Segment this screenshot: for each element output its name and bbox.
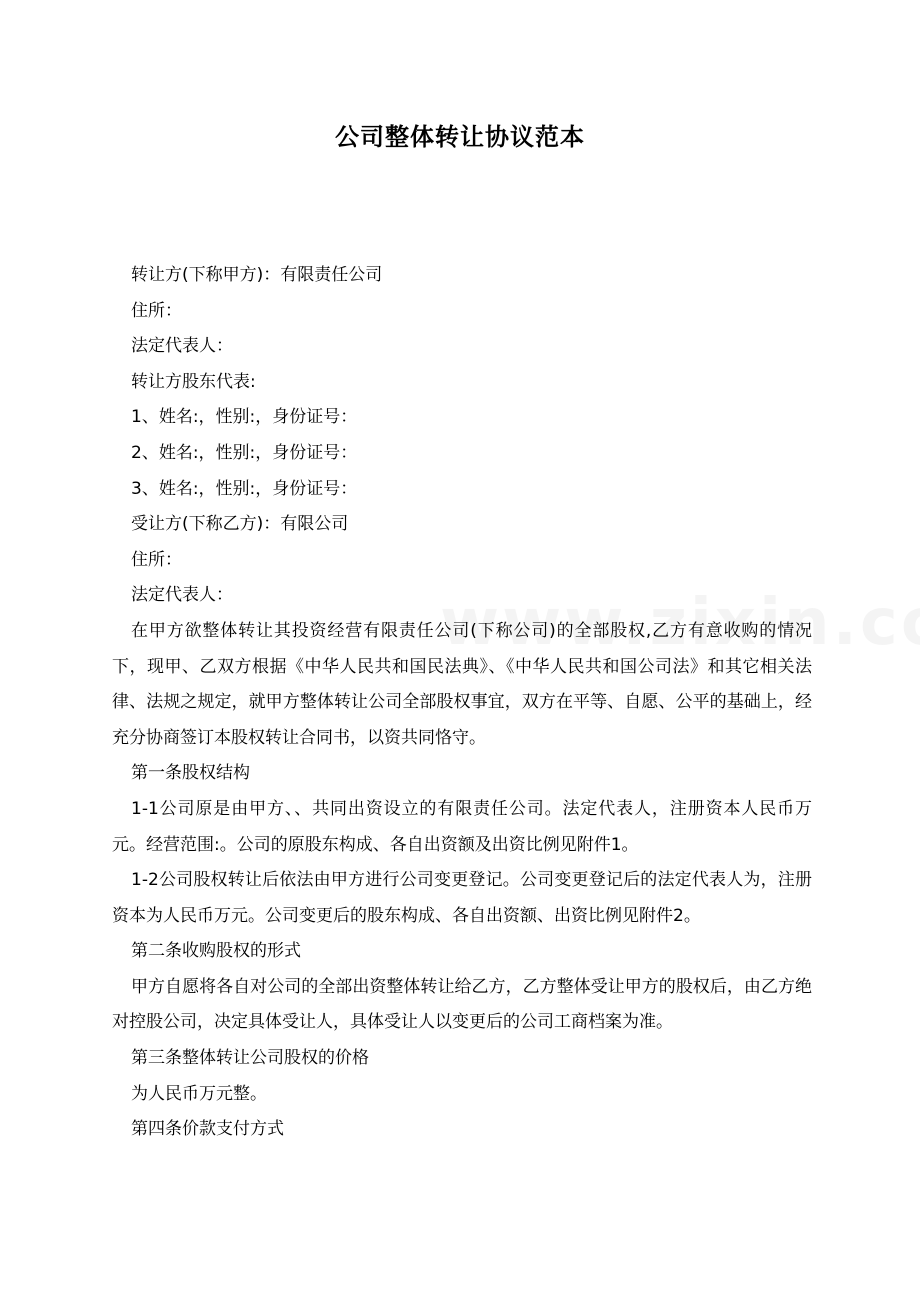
article-4-heading: 第四条价款支付方式 <box>131 1119 284 1140</box>
article-3-body: 为人民币万元整。 <box>131 1083 267 1104</box>
paragraph-shareholder-reps-heading: 转让方股东代表: <box>131 371 256 392</box>
paragraph-transferee-legal-rep: 法定代表人： <box>131 585 233 606</box>
paragraph-transferee: 受让方(下称乙方)：有限公司 <box>131 514 349 535</box>
paragraph-shareholder-2: 2、姓名:，性别:，身份证号： <box>131 442 358 463</box>
article-2-body: 甲方自愿将各自对公司的全部出资整体转让给乙方，乙方整体受让甲方的股权后，由乙方绝对控股公司，决定具体受让人，具体受让人以变更后的公司工商档案为准。 <box>112 976 812 1033</box>
paragraph-transferor-address: 住所： <box>131 300 182 321</box>
paragraph-preamble: 在甲方欲整体转让其投资经营有限责任公司(下称公司)的全部股权,乙方有意收购的情况下，现甲、乙双方根据《中华人民共和国民法典》、《中华人民共和国公司法》和其它相关法律、法规之规定，就甲方整体转让公司全部股权事宜，双方在平等、自愿、公平的基础上，经充分协商签订本股权转让合同书，以资共同恪守。 <box>112 620 812 748</box>
document-body <box>112 258 812 1148</box>
article-1-heading: 第一条股权结构 <box>131 763 250 784</box>
paragraph-transferor: 转让方(下称甲方)：有限责任公司 <box>131 265 383 285</box>
paragraph-transferor-legal-rep: 法定代表人： <box>131 336 233 357</box>
clause-1-1: 1-1公司原是由甲方、、共同出资设立的有限责任公司。法定代表人，注册资本人民币万元。经营范围:。公司的原股东构成、各自出资额及出资比例见附件1。 <box>112 798 812 855</box>
document-title: 公司整体转让协议范本 <box>335 123 585 151</box>
paragraph-shareholder-1: 1、姓名:，性别:，身份证号： <box>131 407 358 428</box>
clause-1-2: 1-2公司股权转让后依法由甲方进行公司变更登记。公司变更登记后的法定代表人为，注册资本为人民币万元。公司变更后的股东构成、各自出资额、出资比例见附件2。 <box>112 870 812 926</box>
article-3-heading: 第三条整体转让公司股权的价格 <box>131 1048 369 1069</box>
paragraph-shareholder-3: 3、姓名:，性别:，身份证号： <box>131 478 358 499</box>
article-2-heading: 第二条收购股权的形式 <box>131 941 301 962</box>
paragraph-transferee-address: 住所： <box>131 549 182 570</box>
